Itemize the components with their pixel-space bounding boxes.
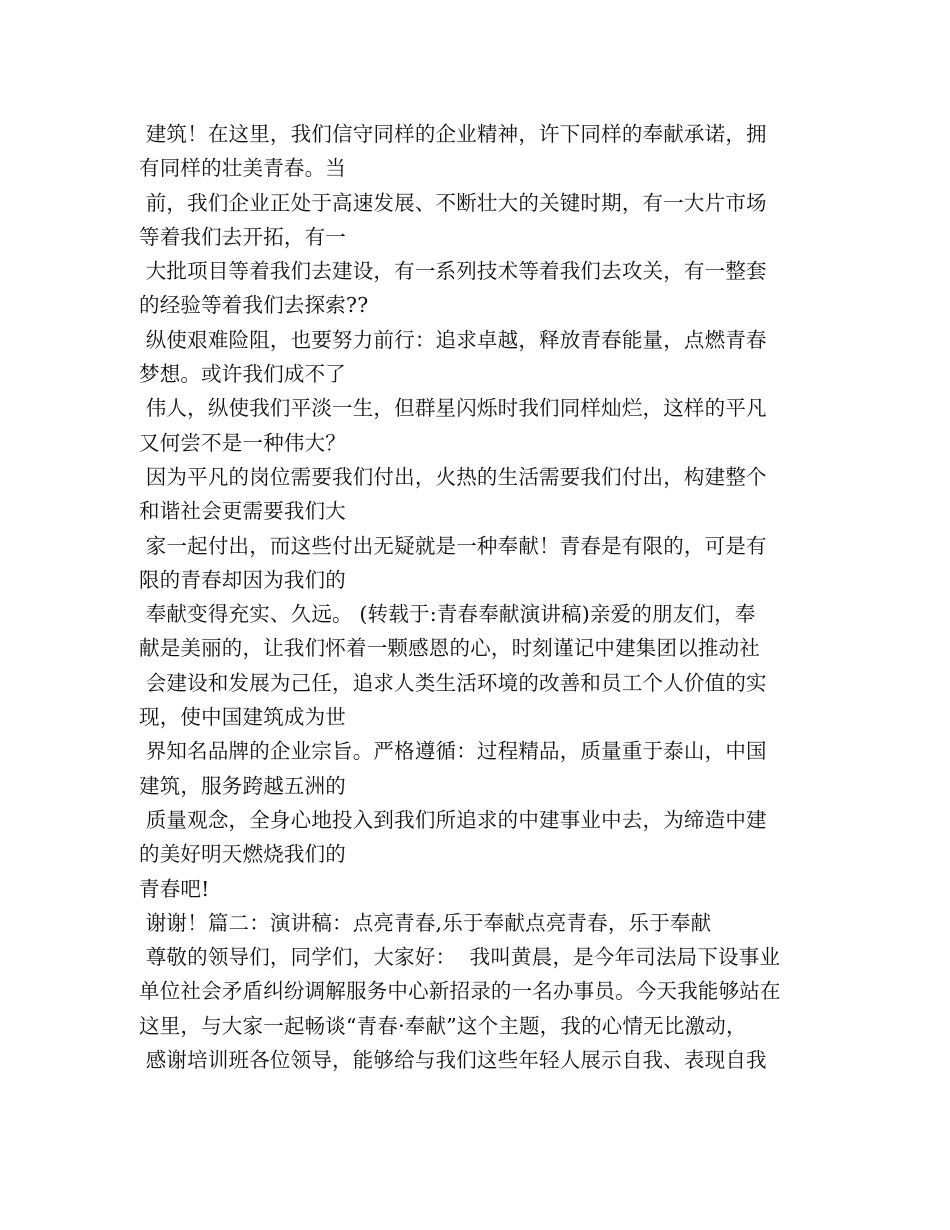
text-line: 质量观念，全身心地投入到我们所追求的中建事业中去，为缔造中建 — [139, 807, 767, 832]
document-body-text — [139, 117, 819, 1077]
text-line: 家一起付出，而这些付出无疑就是一种奉献！青春是有限的，可是有 — [139, 533, 767, 558]
text-line: 的经验等着我们去探索?? — [139, 293, 369, 318]
text-line: 大批项目等着我们去建设，有一系列技术等着我们去攻关，有一整套 — [139, 259, 767, 284]
text-line: 又何尝不是一种伟大？ — [139, 430, 346, 455]
text-line: 单位社会矛盾纠纷调解服务中心新招录的一名办事员。今天我能够站在 — [139, 979, 781, 1004]
text-line: 和谐社会更需要我们大 — [139, 499, 346, 524]
text-line: 感谢培训班各位领导，能够给与我们这些年轻人展示自我、表现自我 — [139, 1048, 767, 1073]
text-line: 前，我们企业正处于高速发展、不断壮大的关键时期，有一大片市场 — [139, 190, 767, 215]
text-line: 等着我们去开拓，有一 — [139, 224, 346, 249]
text-line: 限的青春却因为我们的 — [139, 567, 346, 592]
text-line: 伟人，纵使我们平淡一生，但群星闪烁时我们同样灿烂，这样的平凡 — [139, 396, 767, 421]
text-line: 建筑！在这里，我们信守同样的企业精神，许下同样的奉献承诺，拥 — [139, 122, 767, 146]
text-line: 这里，与大家一起畅谈“青春·奉献”这个主题，我的心情无比激动， — [139, 1013, 747, 1038]
text-line: 献是美丽的，让我们怀着一颗感恩的心，时刻谨记中建集团以推动社 — [139, 636, 760, 661]
text-line: 纵使艰难险阻，也要努力前行：追求卓越，释放青春能量，点燃青春 — [139, 327, 767, 352]
text-line: 青春吧! — [139, 876, 210, 901]
text-line: 会建设和发展为己任，追求人类生活环境的改善和员工个人价值的实 — [139, 670, 767, 695]
text-line: 谢谢！篇二：演讲稿：点亮青春,乐于奉献点亮青春，乐于奉献 — [139, 910, 712, 935]
text-line: 因为平凡的岗位需要我们付出，火热的生活需要我们付出，构建整个 — [139, 464, 767, 489]
text-line: 梦想。或许我们成不了 — [139, 362, 346, 387]
text-line: 的美好明天燃烧我们的 — [139, 842, 346, 867]
text-line: 尊敬的领导们，同学们，大家好： 我叫黄晨，是今年司法局下设事业 — [139, 945, 781, 970]
text-line: 界知名品牌的企业宗旨。严格遵循：过程精品，质量重于泰山，中国 — [139, 739, 767, 764]
text-line: 现，使中国建筑成为世 — [139, 705, 346, 730]
text-line: 有同样的壮美青春。当 — [139, 156, 346, 181]
text-line: 建筑，服务跨越五洲的 — [139, 773, 346, 798]
text-line: 奉献变得充实、久远。 (转载于:青春奉献演讲稿)亲爱的朋友们，奉 — [139, 602, 756, 627]
